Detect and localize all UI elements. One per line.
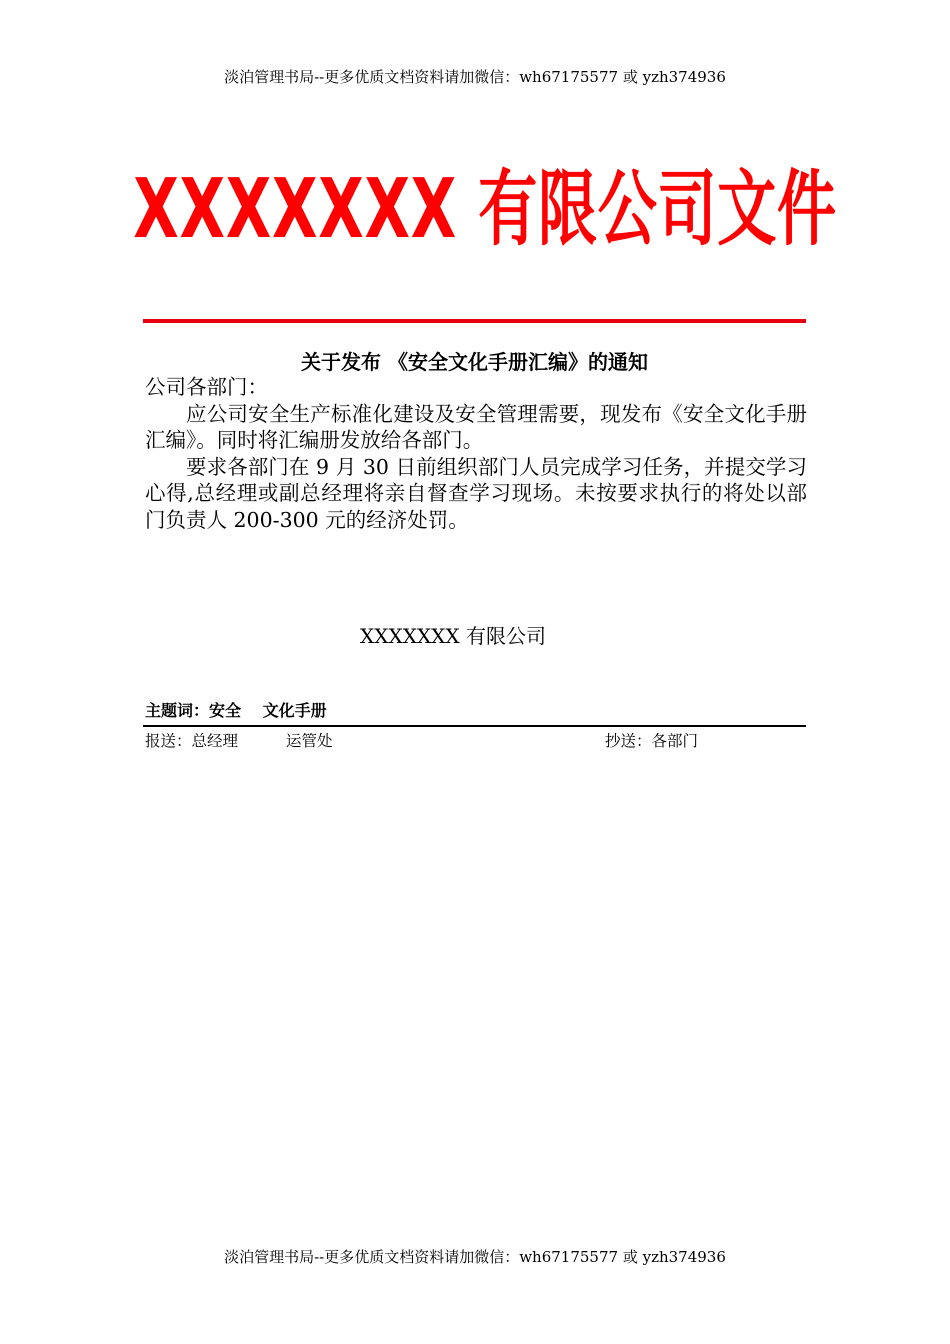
cc-label: 抄送： <box>605 732 652 750</box>
salutation: 公司各部门： <box>145 375 268 399</box>
notice-title: 关于发布 《安全文化手册汇编》的通知 <box>301 350 648 374</box>
red-divider <box>143 319 806 323</box>
paragraph-1: 应公司安全生产标准化建设及安全管理需要，现发布《安全文化手册汇编》。同时将汇编册发放给各部门。 <box>145 401 807 452</box>
issuer-signature: XXXXXXX 有限公司 <box>359 624 547 648</box>
footer-watermark-note: 淡泊管理书局--更多优质文档资料请加微信：wh67175577 或 yzh374936 <box>224 1248 726 1266</box>
keywords-divider <box>143 725 806 727</box>
report-recipient-1: 总经理 <box>191 732 239 750</box>
cc-recipient: 各部门 <box>651 732 699 750</box>
distribution-line <box>145 730 807 754</box>
header-watermark-note: 淡泊管理书局--更多优质文档资料请加微信：wh67175577 或 yzh374936 <box>224 68 726 86</box>
keywords-label: 主题词： <box>145 701 210 720</box>
paragraph-2: 要求各部门在 9 月 30 日前组织部门人员完成学习任务，并提交学习心得,总经理或副总经理将亲自督查学习现场。未按要求执行的将处以部门负责人 200-300 元的经济处罚。 <box>145 454 807 532</box>
report-to <box>145 730 333 752</box>
keywords-line <box>145 700 327 722</box>
cc-to <box>605 730 698 752</box>
notice-body <box>145 374 807 533</box>
document-title: XXXXXXX 有限公司文件 <box>133 162 837 257</box>
report-label: 报送： <box>145 732 192 750</box>
report-recipient-2: 运管处 <box>286 732 333 750</box>
keywords-terms: 安全 文化手册 <box>209 701 327 720</box>
